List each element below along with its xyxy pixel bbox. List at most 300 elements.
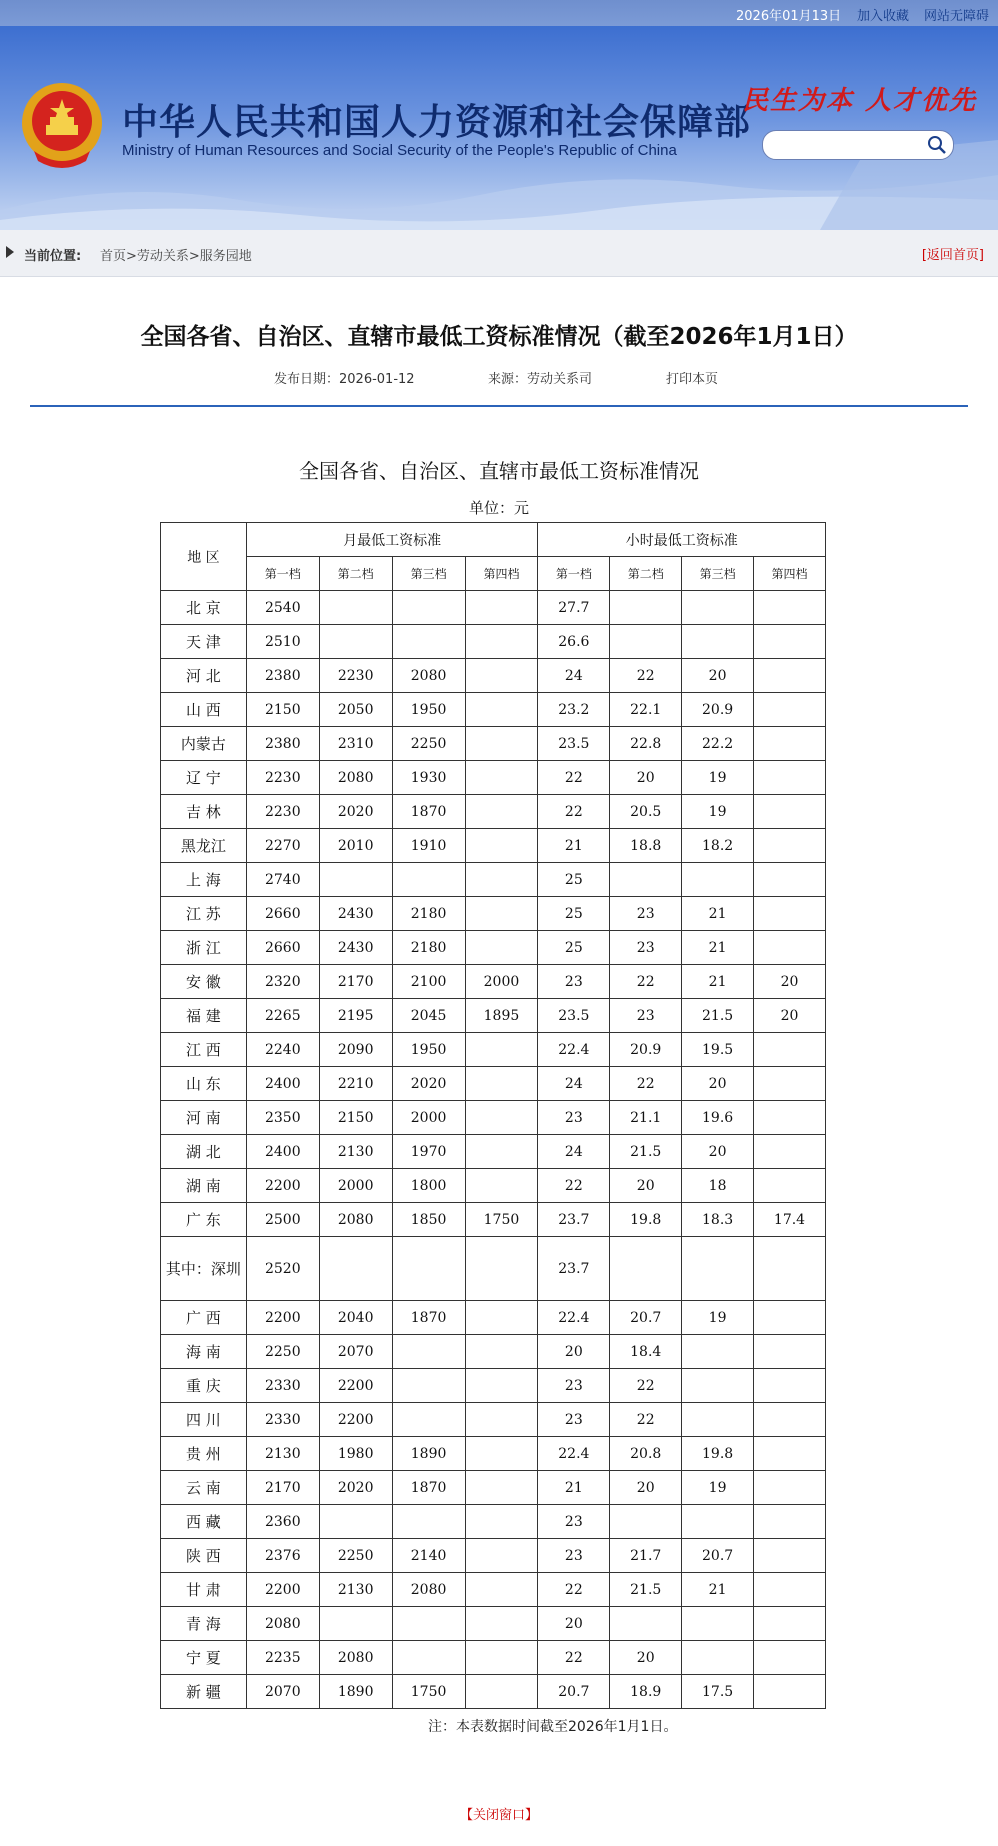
region-cell: 内蒙古 xyxy=(161,727,247,761)
value-cell xyxy=(754,1067,826,1101)
value-cell: 2400 xyxy=(246,1135,319,1169)
value-cell: 23.7 xyxy=(538,1237,610,1301)
value-cell: 20.5 xyxy=(610,795,682,829)
value-cell xyxy=(754,591,826,625)
value-cell: 19 xyxy=(682,1471,754,1505)
value-cell xyxy=(754,1301,826,1335)
add-bookmark-link[interactable]: 加入收藏 xyxy=(857,9,910,24)
value-cell: 21.5 xyxy=(610,1135,682,1169)
value-cell: 2660 xyxy=(246,931,319,965)
search-box xyxy=(762,130,954,160)
value-cell xyxy=(754,1539,826,1573)
tier-header: 第一档 xyxy=(246,557,319,591)
value-cell: 2010 xyxy=(319,829,392,863)
value-cell xyxy=(754,863,826,897)
table-row xyxy=(161,1203,826,1237)
value-cell: 2540 xyxy=(246,591,319,625)
unit-label: 单位：元 xyxy=(468,499,529,517)
value-cell xyxy=(610,591,682,625)
value-cell: 20.7 xyxy=(610,1301,682,1335)
search-input[interactable] xyxy=(775,135,919,155)
value-cell: 26.6 xyxy=(538,625,610,659)
value-cell xyxy=(465,1403,538,1437)
value-cell: 2070 xyxy=(319,1335,392,1369)
value-cell: 2250 xyxy=(319,1539,392,1573)
table-row xyxy=(161,1641,826,1675)
value-cell: 20 xyxy=(682,1067,754,1101)
value-cell: 23.7 xyxy=(538,1203,610,1237)
value-cell: 23 xyxy=(538,965,610,999)
value-cell: 2195 xyxy=(319,999,392,1033)
value-cell xyxy=(754,1437,826,1471)
value-cell xyxy=(754,829,826,863)
table-row xyxy=(161,1573,826,1607)
value-cell xyxy=(682,863,754,897)
region-cell: 山 东 xyxy=(161,1067,247,1101)
value-cell xyxy=(754,727,826,761)
table-row xyxy=(161,1471,826,1505)
value-cell: 21.5 xyxy=(610,1573,682,1607)
value-cell xyxy=(754,625,826,659)
value-cell xyxy=(682,1403,754,1437)
value-cell: 1970 xyxy=(392,1135,465,1169)
value-cell xyxy=(319,863,392,897)
slogan: 民生为本 人才优先 xyxy=(742,86,978,116)
value-cell xyxy=(465,1067,538,1101)
table-row xyxy=(161,1135,826,1169)
value-cell: 24 xyxy=(538,659,610,693)
print-page-link[interactable]: 打印本页 xyxy=(666,372,719,387)
table-note: 注：本表数据时间截至2026年1月1日。 xyxy=(428,1719,678,1735)
table-row xyxy=(161,1169,826,1203)
value-cell xyxy=(392,1335,465,1369)
value-cell xyxy=(319,1505,392,1539)
value-cell: 2235 xyxy=(246,1641,319,1675)
close-window-link[interactable]: 【关闭窗口】 xyxy=(459,1808,538,1823)
value-cell: 2080 xyxy=(246,1607,319,1641)
region-cell: 重 庆 xyxy=(161,1369,247,1403)
value-cell: 21 xyxy=(682,1573,754,1607)
region-cell: 河 南 xyxy=(161,1101,247,1135)
value-cell: 1930 xyxy=(392,761,465,795)
breadcrumb xyxy=(0,230,998,277)
value-cell: 22.4 xyxy=(538,1033,610,1067)
value-cell: 19.8 xyxy=(610,1203,682,1237)
value-cell: 2000 xyxy=(465,965,538,999)
value-cell: 2170 xyxy=(246,1471,319,1505)
value-cell: 2000 xyxy=(319,1169,392,1203)
value-cell: 20 xyxy=(610,1471,682,1505)
table-row xyxy=(161,863,826,897)
value-cell xyxy=(754,1369,826,1403)
value-cell: 18.8 xyxy=(610,829,682,863)
value-cell: 1850 xyxy=(392,1203,465,1237)
value-cell: 2310 xyxy=(319,727,392,761)
value-cell xyxy=(754,1505,826,1539)
value-cell: 23.5 xyxy=(538,727,610,761)
value-cell: 1870 xyxy=(392,795,465,829)
value-cell: 2265 xyxy=(246,999,319,1033)
value-cell: 2080 xyxy=(319,1203,392,1237)
value-cell: 2200 xyxy=(246,1169,319,1203)
table-row xyxy=(161,1237,826,1301)
minimum-wage-table xyxy=(160,522,826,1709)
value-cell: 2050 xyxy=(319,693,392,727)
value-cell: 24 xyxy=(538,1135,610,1169)
value-cell xyxy=(610,625,682,659)
value-cell: 2200 xyxy=(246,1301,319,1335)
value-cell xyxy=(465,1335,538,1369)
region-cell: 河 北 xyxy=(161,659,247,693)
region-cell: 广 东 xyxy=(161,1203,247,1237)
value-cell: 2180 xyxy=(392,931,465,965)
value-cell: 2080 xyxy=(319,1641,392,1675)
value-cell xyxy=(392,1641,465,1675)
value-cell: 21.1 xyxy=(610,1101,682,1135)
value-cell: 19 xyxy=(682,795,754,829)
value-cell: 23 xyxy=(538,1505,610,1539)
value-cell xyxy=(465,1369,538,1403)
region-cell: 北 京 xyxy=(161,591,247,625)
table-row xyxy=(161,1101,826,1135)
value-cell: 25 xyxy=(538,897,610,931)
value-cell xyxy=(392,1403,465,1437)
value-cell xyxy=(465,1505,538,1539)
value-cell xyxy=(465,1237,538,1301)
triangle-icon xyxy=(6,246,14,258)
region-cell: 四 川 xyxy=(161,1403,247,1437)
region-cell: 安 徽 xyxy=(161,965,247,999)
value-cell xyxy=(465,1135,538,1169)
value-cell xyxy=(319,1607,392,1641)
value-cell: 21 xyxy=(682,931,754,965)
value-cell xyxy=(754,795,826,829)
value-cell: 20 xyxy=(754,965,826,999)
value-cell: 2740 xyxy=(246,863,319,897)
accessibility-link[interactable]: 网站无障碍 xyxy=(924,9,990,24)
value-cell: 20.7 xyxy=(682,1539,754,1573)
table-row xyxy=(161,999,826,1033)
region-cell: 浙 江 xyxy=(161,931,247,965)
value-cell xyxy=(754,1641,826,1675)
value-cell xyxy=(465,1169,538,1203)
value-cell xyxy=(465,795,538,829)
value-cell: 19.8 xyxy=(682,1437,754,1471)
value-cell xyxy=(682,1607,754,1641)
table-row xyxy=(161,1607,826,1641)
value-cell: 20 xyxy=(682,1135,754,1169)
value-cell: 22 xyxy=(538,795,610,829)
value-cell: 2020 xyxy=(392,1067,465,1101)
value-cell xyxy=(754,931,826,965)
value-cell: 2150 xyxy=(319,1101,392,1135)
table-row xyxy=(161,931,826,965)
value-cell: 2430 xyxy=(319,931,392,965)
value-cell xyxy=(682,1237,754,1301)
value-cell xyxy=(754,761,826,795)
value-cell: 18 xyxy=(682,1169,754,1203)
value-cell: 2380 xyxy=(246,659,319,693)
value-cell: 1800 xyxy=(392,1169,465,1203)
value-cell: 22.4 xyxy=(538,1301,610,1335)
current-date: 2026年01月13日 xyxy=(736,9,842,24)
value-cell: 2230 xyxy=(319,659,392,693)
value-cell: 23 xyxy=(610,999,682,1033)
value-cell: 2150 xyxy=(246,693,319,727)
table-row xyxy=(161,795,826,829)
value-cell: 20 xyxy=(610,1169,682,1203)
value-cell: 2240 xyxy=(246,1033,319,1067)
value-cell xyxy=(465,659,538,693)
value-cell xyxy=(465,1573,538,1607)
table-row xyxy=(161,761,826,795)
value-cell: 22.8 xyxy=(610,727,682,761)
value-cell: 2090 xyxy=(319,1033,392,1067)
value-cell: 22.4 xyxy=(538,1437,610,1471)
table-row xyxy=(161,1675,826,1709)
value-cell: 24 xyxy=(538,1067,610,1101)
value-cell: 2660 xyxy=(246,897,319,931)
value-cell: 21.5 xyxy=(682,999,754,1033)
value-cell: 22 xyxy=(610,1067,682,1101)
value-cell xyxy=(754,1573,826,1607)
breadcrumb-path[interactable]: 首页>劳动关系>服务园地 xyxy=(100,249,252,264)
value-cell: 2140 xyxy=(392,1539,465,1573)
value-cell xyxy=(754,1607,826,1641)
ministry-title-cn: 中华人民共和国人力资源和社会保障部 xyxy=(122,101,752,143)
value-cell: 1895 xyxy=(465,999,538,1033)
region-cell: 云 南 xyxy=(161,1471,247,1505)
value-cell xyxy=(682,1641,754,1675)
table-title: 全国各省、自治区、直辖市最低工资标准情况 xyxy=(299,459,699,483)
value-cell: 1910 xyxy=(392,829,465,863)
value-cell xyxy=(754,693,826,727)
region-cell: 西 藏 xyxy=(161,1505,247,1539)
value-cell xyxy=(754,1101,826,1135)
region-cell: 其中：深圳 xyxy=(161,1237,247,1301)
value-cell xyxy=(465,1033,538,1067)
table-row xyxy=(161,727,826,761)
region-cell: 福 建 xyxy=(161,999,247,1033)
value-cell: 23 xyxy=(610,897,682,931)
region-cell: 江 西 xyxy=(161,1033,247,1067)
region-cell: 湖 北 xyxy=(161,1135,247,1169)
publish-date: 发布日期：2026-01-12 xyxy=(274,372,415,387)
value-cell: 2020 xyxy=(319,795,392,829)
value-cell: 23 xyxy=(538,1403,610,1437)
region-cell: 山 西 xyxy=(161,693,247,727)
table-row xyxy=(161,1033,826,1067)
region-cell: 海 南 xyxy=(161,1335,247,1369)
tier-header: 第四档 xyxy=(465,557,538,591)
value-cell xyxy=(465,1675,538,1709)
value-cell: 2230 xyxy=(246,795,319,829)
value-cell xyxy=(465,1301,538,1335)
value-cell: 2380 xyxy=(246,727,319,761)
national-emblem-icon xyxy=(20,81,104,171)
value-cell xyxy=(392,863,465,897)
value-cell: 2100 xyxy=(392,965,465,999)
value-cell xyxy=(319,591,392,625)
value-cell: 1750 xyxy=(392,1675,465,1709)
article-title: 全国各省、自治区、直辖市最低工资标准情况（截至2026年1月1日） xyxy=(140,324,858,350)
title-divider xyxy=(30,405,968,407)
value-cell: 21 xyxy=(682,965,754,999)
value-cell xyxy=(465,897,538,931)
value-cell: 23 xyxy=(610,931,682,965)
monthly-header: 月最低工资标准 xyxy=(246,523,538,557)
value-cell xyxy=(754,1471,826,1505)
value-cell xyxy=(754,1403,826,1437)
value-cell: 19.6 xyxy=(682,1101,754,1135)
value-cell: 20 xyxy=(610,1641,682,1675)
value-cell: 18.9 xyxy=(610,1675,682,1709)
value-cell: 2130 xyxy=(319,1573,392,1607)
value-cell: 1950 xyxy=(392,693,465,727)
value-cell xyxy=(754,659,826,693)
value-cell: 23 xyxy=(538,1369,610,1403)
value-cell xyxy=(392,625,465,659)
value-cell: 20 xyxy=(538,1607,610,1641)
value-cell: 2200 xyxy=(319,1403,392,1437)
value-cell: 21.7 xyxy=(610,1539,682,1573)
table-row xyxy=(161,1067,826,1101)
value-cell: 2360 xyxy=(246,1505,319,1539)
value-cell: 22 xyxy=(610,1369,682,1403)
value-cell: 2320 xyxy=(246,965,319,999)
value-cell: 20 xyxy=(682,659,754,693)
value-cell xyxy=(465,693,538,727)
table-row xyxy=(161,1335,826,1369)
table-row xyxy=(161,1301,826,1335)
value-cell: 22 xyxy=(610,965,682,999)
value-cell: 2130 xyxy=(319,1135,392,1169)
value-cell xyxy=(465,1607,538,1641)
value-cell xyxy=(465,1101,538,1135)
value-cell: 2330 xyxy=(246,1403,319,1437)
value-cell: 25 xyxy=(538,863,610,897)
value-cell xyxy=(610,1607,682,1641)
table-row xyxy=(161,829,826,863)
value-cell xyxy=(465,761,538,795)
table-row xyxy=(161,965,826,999)
table-row xyxy=(161,659,826,693)
value-cell xyxy=(465,591,538,625)
value-cell: 19.5 xyxy=(682,1033,754,1067)
region-cell: 江 苏 xyxy=(161,897,247,931)
value-cell: 22 xyxy=(538,1641,610,1675)
ministry-title-en: Ministry of Human Resources and Social Security of the People's Republic of China xyxy=(122,142,677,159)
value-cell: 2376 xyxy=(246,1539,319,1573)
value-cell: 2080 xyxy=(392,659,465,693)
value-cell: 2230 xyxy=(246,761,319,795)
value-cell xyxy=(392,1237,465,1301)
value-cell xyxy=(682,1369,754,1403)
top-bar xyxy=(0,0,998,26)
value-cell: 2350 xyxy=(246,1101,319,1135)
value-cell: 22.2 xyxy=(682,727,754,761)
value-cell: 2170 xyxy=(319,965,392,999)
value-cell: 19 xyxy=(682,761,754,795)
value-cell: 20.8 xyxy=(610,1437,682,1471)
value-cell: 1870 xyxy=(392,1471,465,1505)
value-cell xyxy=(682,591,754,625)
table-row xyxy=(161,897,826,931)
value-cell: 2080 xyxy=(319,761,392,795)
table-row xyxy=(161,1369,826,1403)
value-cell: 2270 xyxy=(246,829,319,863)
value-cell xyxy=(754,1237,826,1301)
value-cell: 27.7 xyxy=(538,591,610,625)
region-cell: 青 海 xyxy=(161,1607,247,1641)
value-cell: 1980 xyxy=(319,1437,392,1471)
value-cell: 17.5 xyxy=(682,1675,754,1709)
region-cell: 新 疆 xyxy=(161,1675,247,1709)
tier-header: 第三档 xyxy=(682,557,754,591)
value-cell: 22.1 xyxy=(610,693,682,727)
value-cell: 2500 xyxy=(246,1203,319,1237)
value-cell xyxy=(392,1369,465,1403)
value-cell xyxy=(392,1607,465,1641)
search-icon[interactable] xyxy=(927,135,947,155)
value-cell: 20 xyxy=(754,999,826,1033)
value-cell: 18.3 xyxy=(682,1203,754,1237)
region-cell: 吉 林 xyxy=(161,795,247,829)
value-cell xyxy=(682,1335,754,1369)
table-row xyxy=(161,1505,826,1539)
value-cell: 22 xyxy=(538,1573,610,1607)
tier-header: 第四档 xyxy=(754,557,826,591)
value-cell: 20 xyxy=(610,761,682,795)
value-cell xyxy=(465,1471,538,1505)
region-cell: 陕 西 xyxy=(161,1539,247,1573)
value-cell: 22 xyxy=(538,1169,610,1203)
value-cell: 2430 xyxy=(319,897,392,931)
value-cell xyxy=(465,727,538,761)
value-cell: 2200 xyxy=(319,1369,392,1403)
back-home-link[interactable]: [返回首页] xyxy=(921,248,984,263)
value-cell xyxy=(465,931,538,965)
value-cell: 1870 xyxy=(392,1301,465,1335)
value-cell xyxy=(392,1505,465,1539)
value-cell xyxy=(754,1033,826,1067)
region-cell: 天 津 xyxy=(161,625,247,659)
value-cell: 21 xyxy=(538,829,610,863)
value-cell: 18.2 xyxy=(682,829,754,863)
value-cell: 21 xyxy=(682,897,754,931)
value-cell: 2520 xyxy=(246,1237,319,1301)
value-cell xyxy=(754,1335,826,1369)
region-cell: 辽 宁 xyxy=(161,761,247,795)
value-cell xyxy=(319,1237,392,1301)
value-cell: 2070 xyxy=(246,1675,319,1709)
value-cell: 18.4 xyxy=(610,1335,682,1369)
region-cell: 上 海 xyxy=(161,863,247,897)
value-cell: 20 xyxy=(538,1335,610,1369)
table-row xyxy=(161,591,826,625)
value-cell xyxy=(610,1237,682,1301)
value-cell: 2250 xyxy=(246,1335,319,1369)
value-cell: 1750 xyxy=(465,1203,538,1237)
table-row xyxy=(161,693,826,727)
value-cell: 2080 xyxy=(392,1573,465,1607)
value-cell: 2510 xyxy=(246,625,319,659)
value-cell: 23.2 xyxy=(538,693,610,727)
breadcrumb-label: 当前位置: xyxy=(24,249,82,264)
table-row xyxy=(161,1539,826,1573)
value-cell: 17.4 xyxy=(754,1203,826,1237)
value-cell: 2130 xyxy=(246,1437,319,1471)
